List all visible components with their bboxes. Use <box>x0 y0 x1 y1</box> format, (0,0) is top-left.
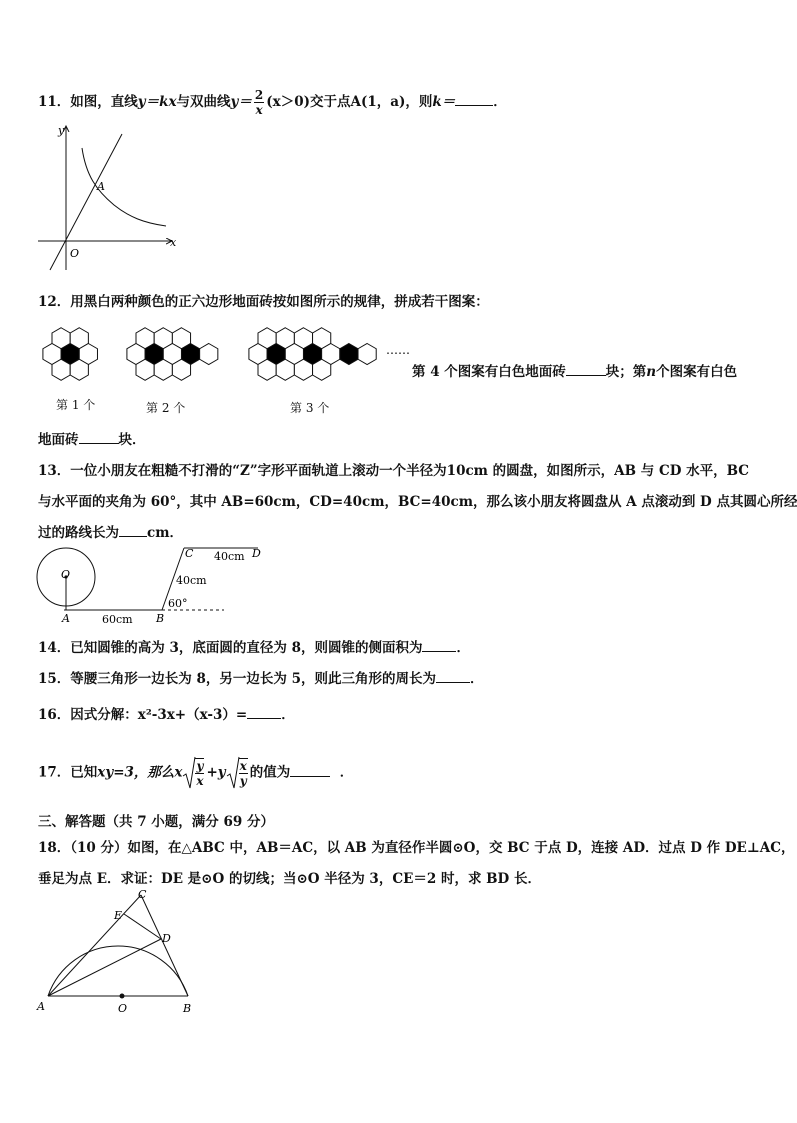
q11-eq2a: y＝ <box>230 94 252 110</box>
q12-right-c: 个图案有白色 <box>656 364 738 380</box>
q11-eq1: y＝kx <box>137 94 177 110</box>
q15-line <box>38 667 483 687</box>
q18-label-d: D <box>162 932 171 945</box>
white-hexagon-tile <box>313 359 331 380</box>
white-hexagon-tile <box>294 359 312 380</box>
q12-answer-blank-1[interactable] <box>566 362 606 376</box>
white-hexagon-tile <box>70 359 88 380</box>
q12-n: n <box>646 364 657 380</box>
q11-end: ． <box>493 94 507 110</box>
section-title: 三、解答题（共 7 小题，满分 69 分） <box>38 814 274 830</box>
q18-label-o: O <box>118 1002 128 1015</box>
q12-right-b: 块；第 <box>605 364 647 380</box>
q12-line2 <box>38 428 146 448</box>
q13-label-a: A <box>62 612 70 625</box>
white-hexagon-tile <box>258 359 276 380</box>
white-hexagon-tile <box>200 344 218 365</box>
q14-line <box>38 636 470 656</box>
q11-label-o: O <box>70 247 80 260</box>
q18-side-ac <box>48 895 141 996</box>
q18-label-b: B <box>183 1002 192 1015</box>
q11-mid: 与双曲线 <box>176 94 231 110</box>
q18-center-dot <box>120 994 125 999</box>
q12-pattern-2 <box>127 328 218 381</box>
q13-line3a: 过的路线长为 <box>38 525 119 541</box>
q16-line <box>38 703 295 723</box>
q17-sqrt-2 <box>226 756 250 790</box>
q13-figure <box>34 544 274 628</box>
q14-answer-blank[interactable] <box>422 638 456 652</box>
q13-label-ab: 60cm <box>102 613 133 626</box>
q12-caption-3: 第 3 个 <box>290 401 330 415</box>
q17-plus: + <box>206 764 218 781</box>
q12-answer-blank-2[interactable] <box>79 430 119 444</box>
q17-f2-den: y <box>239 774 247 788</box>
q12-caption-1: 第 1 个 <box>56 398 96 412</box>
q11-label-y: y <box>58 124 65 137</box>
q13-line3 <box>38 521 183 541</box>
q12-text: 12．用黑白两种颜色的正六边形地面砖按如图所示的规律，拼成若干图案： <box>38 294 489 310</box>
q11-hyperbola <box>82 148 166 226</box>
q12-line2-a: 地面砖 <box>38 432 79 448</box>
q11-fraction <box>254 88 264 117</box>
q17-answer-blank[interactable] <box>290 763 330 777</box>
q18-label-c: C <box>138 888 147 901</box>
q17-f1-num: y <box>196 759 204 773</box>
q17-f1-den: x <box>196 774 204 788</box>
q13-line3b: cm． <box>147 525 184 541</box>
q15-answer-blank[interactable] <box>436 669 470 683</box>
q12-pattern-3 <box>249 328 376 381</box>
white-hexagon-tile <box>136 359 154 380</box>
black-hexagon-tile <box>340 344 358 365</box>
q12-right-a: 第 4 个图案有白色地面砖 <box>412 364 566 380</box>
q16-answer-blank[interactable] <box>247 705 281 719</box>
white-hexagon-tile <box>358 344 376 365</box>
q16-text: 16．因式分解：x²-3x+（x-3）= <box>38 707 248 723</box>
white-hexagon-tile <box>154 359 172 380</box>
q11-answer-blank[interactable] <box>455 92 493 106</box>
q12-line2-b: 块． <box>118 432 146 448</box>
q17-a: 17．已知 <box>38 764 98 781</box>
q11-line <box>38 88 507 117</box>
q17-line <box>38 756 353 790</box>
q12-pattern-1 <box>43 328 98 381</box>
q13-label-bc: 40cm <box>176 574 207 587</box>
q12-line1 <box>38 290 489 310</box>
q13-answer-blank[interactable] <box>119 523 147 537</box>
q15-text: 15．等腰三角形一边长为 8，另一边长为 5，则此三角形的周长为 <box>38 671 436 687</box>
q13-label-d: D <box>252 547 261 560</box>
q17-sqrt-1 <box>182 756 206 790</box>
q13-line1: 13．一位小朋友在粗糙不打滑的“Z”字形平面轨道上滚动一个半径为10cm 的圆盘，如图所示，AB 与 CD 水平，BC <box>38 463 750 479</box>
q11-eq2b: (x＞0) <box>266 94 310 110</box>
q18-label-a: A <box>37 1000 45 1013</box>
q11-point: A(1，a)，则 <box>350 94 433 110</box>
q14-end: ． <box>456 640 470 656</box>
q11-suffix: 交于点 <box>309 94 351 110</box>
q16-end: ． <box>281 707 295 723</box>
q12-right-text <box>412 360 737 380</box>
q13-line2: 与水平面的夹角为 60°，其中 AB=60cm，CD=40cm，BC=40cm，那么该小朋友将圆盘从 A 点滚动到 D 点其圆心所经 <box>38 494 797 510</box>
q13-label-c: C <box>185 547 194 560</box>
white-hexagon-tile <box>276 359 294 380</box>
q17-c: 的值为 <box>249 764 291 781</box>
q17-f2-num: x <box>239 759 247 773</box>
white-hexagon-tile <box>52 359 70 380</box>
q11-frac-den: x <box>255 103 263 117</box>
q17-x: x <box>174 764 183 781</box>
q14-text: 14．已知圆锥的高为 3，底面圆的直径为 8，则圆锥的侧面积为 <box>38 640 423 656</box>
white-hexagon-tile <box>172 359 190 380</box>
q18-label-e: E <box>114 909 123 922</box>
q13-label-angle: 60° <box>168 597 188 610</box>
q11-k: k＝ <box>432 94 456 110</box>
q13-label-o: O <box>61 568 71 581</box>
q11-label-a: A <box>97 180 105 193</box>
q11-figure <box>34 120 184 275</box>
q17-b: xy=3，那么 <box>97 764 175 781</box>
q13-label-cd: 40cm <box>214 550 245 563</box>
q18-line2: 垂足为点 E．求证：DE 是⊙O 的切线；当⊙O 半径为 3，CE＝2 时，求 BD 长． <box>38 871 541 887</box>
q13-label-b: B <box>156 612 165 625</box>
q17-y: y <box>217 764 226 781</box>
q15-end: ． <box>469 671 484 687</box>
q12-dots: …… <box>386 343 410 357</box>
q11-label-x: x <box>170 236 177 249</box>
q18-semicircle <box>48 946 188 996</box>
q11-frac-num: 2 <box>254 88 264 102</box>
q12-caption-2: 第 2 个 <box>146 401 186 415</box>
q18-line1: 18．（10 分）如图，在△ABC 中，AB＝AC，以 AB 为直径作半圆⊙O，交 BC 于点 D，连接 AD．过点 D 作 DE⊥AC， <box>38 840 795 856</box>
q18-figure <box>34 886 204 1016</box>
q17-end: ． <box>339 764 354 781</box>
q11-prefix: 11．如图，直线 <box>38 94 138 110</box>
